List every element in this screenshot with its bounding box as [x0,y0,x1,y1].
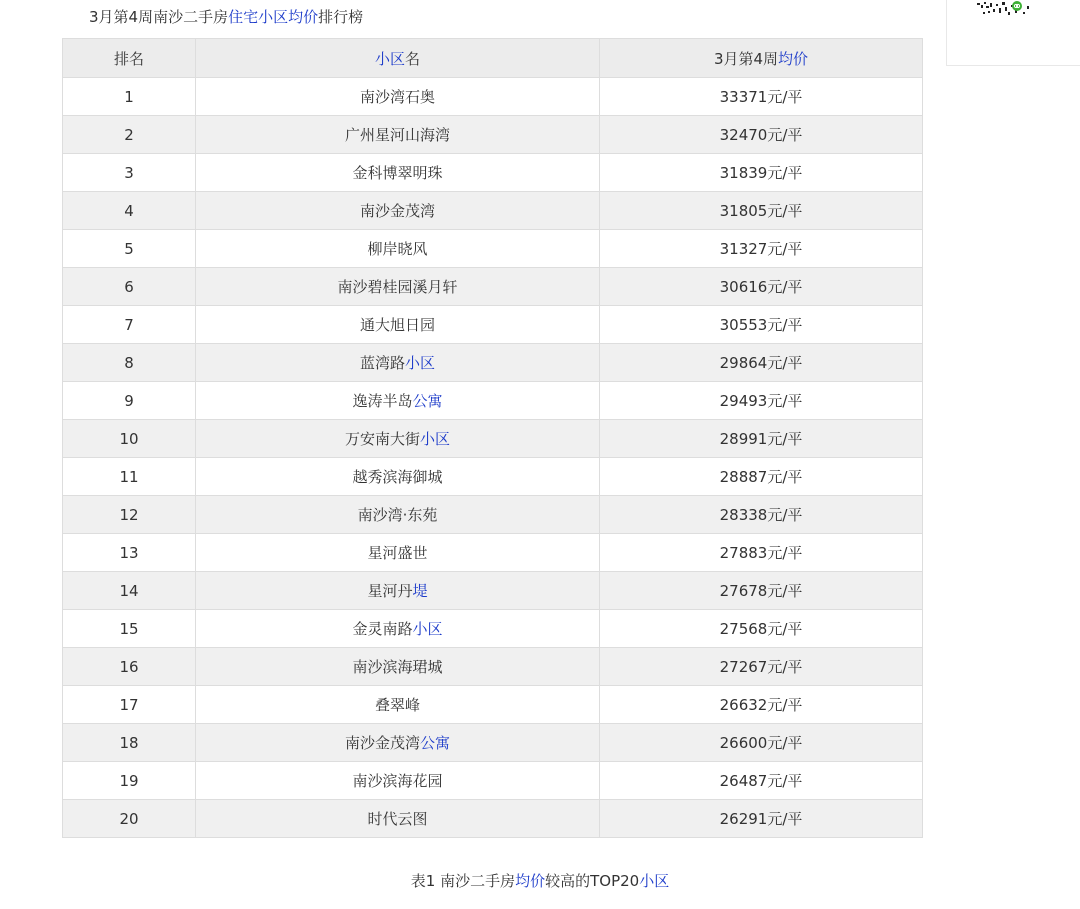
rank-cell: 6 [63,268,196,306]
community-name-cell [196,344,600,382]
qr-code-icon [975,0,1035,22]
column-header-rank [63,39,196,78]
text-segment: 星河盛世 [367,544,428,562]
community-name-cell [196,686,600,724]
avg-price-cell: 27883元/平 [600,534,923,572]
text-segment: 南沙湾·东苑 [357,506,438,524]
community-name-cell [196,572,600,610]
text-segment: 南沙金茂湾 [359,202,435,220]
keyword-link[interactable]: 均价 [288,8,319,26]
community-name-cell [196,154,600,192]
keyword-link[interactable]: 小区 [639,872,670,890]
keyword-link[interactable]: 公寓 [420,734,451,752]
ranking-heading [89,6,363,28]
rank-cell: 15 [63,610,196,648]
community-name-cell [196,382,600,420]
table-row [63,344,923,382]
rank-cell: 20 [63,800,196,838]
text-segment: 3月第4周 [713,49,779,68]
keyword-link[interactable]: 堤 [412,582,428,600]
avg-price-cell: 27267元/平 [600,648,923,686]
avg-price-cell: 31805元/平 [600,192,923,230]
rank-cell: 16 [63,648,196,686]
text-segment: 广州星河山海湾 [344,126,450,144]
avg-price-cell: 27678元/平 [600,572,923,610]
keyword-link[interactable]: 小区 [258,8,289,26]
rank-cell: 11 [63,458,196,496]
rank-cell: 8 [63,344,196,382]
avg-price-cell: 26632元/平 [600,686,923,724]
text-segment: 金科博翠明珠 [352,164,443,182]
avg-price-cell: 33371元/平 [600,78,923,116]
community-name-cell [196,458,600,496]
rank-cell: 2 [63,116,196,154]
keyword-link[interactable]: 小区 [405,354,436,372]
rank-cell: 1 [63,78,196,116]
table-row [63,458,923,496]
text-segment: 万安南大街 [344,430,420,448]
avg-price-cell: 28338元/平 [600,496,923,534]
avg-price-cell: 29493元/平 [600,382,923,420]
table-row [63,724,923,762]
community-name-cell [196,268,600,306]
text-segment: 较高的TOP20 [545,872,640,890]
keyword-link[interactable]: 住宅 [228,8,259,26]
table-row [63,572,923,610]
table-row [63,306,923,344]
community-name-cell [196,306,600,344]
table-row [63,496,923,534]
avg-price-cell: 26600元/平 [600,724,923,762]
rank-cell: 10 [63,420,196,458]
table-row [63,610,923,648]
table-row [63,382,923,420]
community-name-cell [196,610,600,648]
rank-cell: 4 [63,192,196,230]
community-name-cell [196,648,600,686]
text-segment: 排行榜 [318,8,364,26]
rank-cell: 18 [63,724,196,762]
community-name-cell [196,800,600,838]
table-row [63,116,923,154]
table-row [63,686,923,724]
table-row [63,268,923,306]
table-caption [0,870,1080,892]
community-name-cell [196,420,600,458]
text-segment: 排名 [113,49,144,68]
text-segment: 南沙滨海花园 [352,772,443,790]
text-segment: 南沙滨海珺城 [352,658,443,676]
table-row [63,534,923,572]
community-name-cell [196,230,600,268]
rank-cell: 9 [63,382,196,420]
avg-price-cell: 28887元/平 [600,458,923,496]
text-segment: 时代云图 [367,810,428,828]
table-row [63,230,923,268]
text-segment: 星河丹 [367,582,413,600]
avg-price-cell: 28991元/平 [600,420,923,458]
table-row [63,420,923,458]
avg-price-cell: 31327元/平 [600,230,923,268]
rank-cell: 17 [63,686,196,724]
community-name-cell [196,192,600,230]
text-segment: 3月第4周南沙二手房 [89,8,229,26]
avg-price-cell: 30616元/平 [600,268,923,306]
text-segment: 名 [405,49,421,68]
community-name-cell [196,78,600,116]
table-row [63,800,923,838]
rank-cell: 19 [63,762,196,800]
keyword-link[interactable]: 公寓 [412,392,443,410]
community-name-cell [196,762,600,800]
table-row [63,78,923,116]
text-segment: 金灵南路 [352,620,413,638]
keyword-link[interactable]: 均价 [778,49,809,68]
rank-cell: 7 [63,306,196,344]
text-segment: 蓝湾路 [359,354,405,372]
text-segment: 南沙湾石奥 [359,88,435,106]
keyword-link[interactable]: 小区 [412,620,443,638]
avg-price-cell: 26487元/平 [600,762,923,800]
avg-price-cell: 29864元/平 [600,344,923,382]
avg-price-cell: 26291元/平 [600,800,923,838]
avg-price-cell: 31839元/平 [600,154,923,192]
text-segment: 通大旭日园 [359,316,435,334]
text-segment: 逸涛半岛 [352,392,413,410]
text-segment: 表1 南沙二手房 [410,872,516,890]
keyword-link[interactable]: 小区 [374,49,405,68]
text-segment: 叠翠峰 [374,696,420,714]
avg-price-cell: 27568元/平 [600,610,923,648]
table-row [63,192,923,230]
text-segment: 柳岸晓风 [367,240,428,258]
avg-price-cell: 30553元/平 [600,306,923,344]
rank-cell: 5 [63,230,196,268]
community-name-cell [196,496,600,534]
community-name-cell [196,534,600,572]
community-name-cell [196,116,600,154]
keyword-link[interactable]: 均价 [515,872,546,890]
table-row [63,762,923,800]
table-row [63,154,923,192]
keyword-link[interactable]: 小区 [420,430,451,448]
text-segment: 南沙金茂湾 [344,734,420,752]
text-segment: 越秀滨海御城 [352,468,443,486]
rank-cell: 3 [63,154,196,192]
column-header-price [600,39,923,78]
table-header-row [63,39,923,78]
table-row [63,648,923,686]
community-name-cell [196,724,600,762]
rank-cell: 12 [63,496,196,534]
column-header-community [196,39,600,78]
rank-cell: 13 [63,534,196,572]
price-ranking-table [62,38,923,838]
mini-program-icon [1012,1,1022,11]
text-segment: 南沙碧桂园溪月轩 [337,278,458,296]
rank-cell: 14 [63,572,196,610]
avg-price-cell: 32470元/平 [600,116,923,154]
